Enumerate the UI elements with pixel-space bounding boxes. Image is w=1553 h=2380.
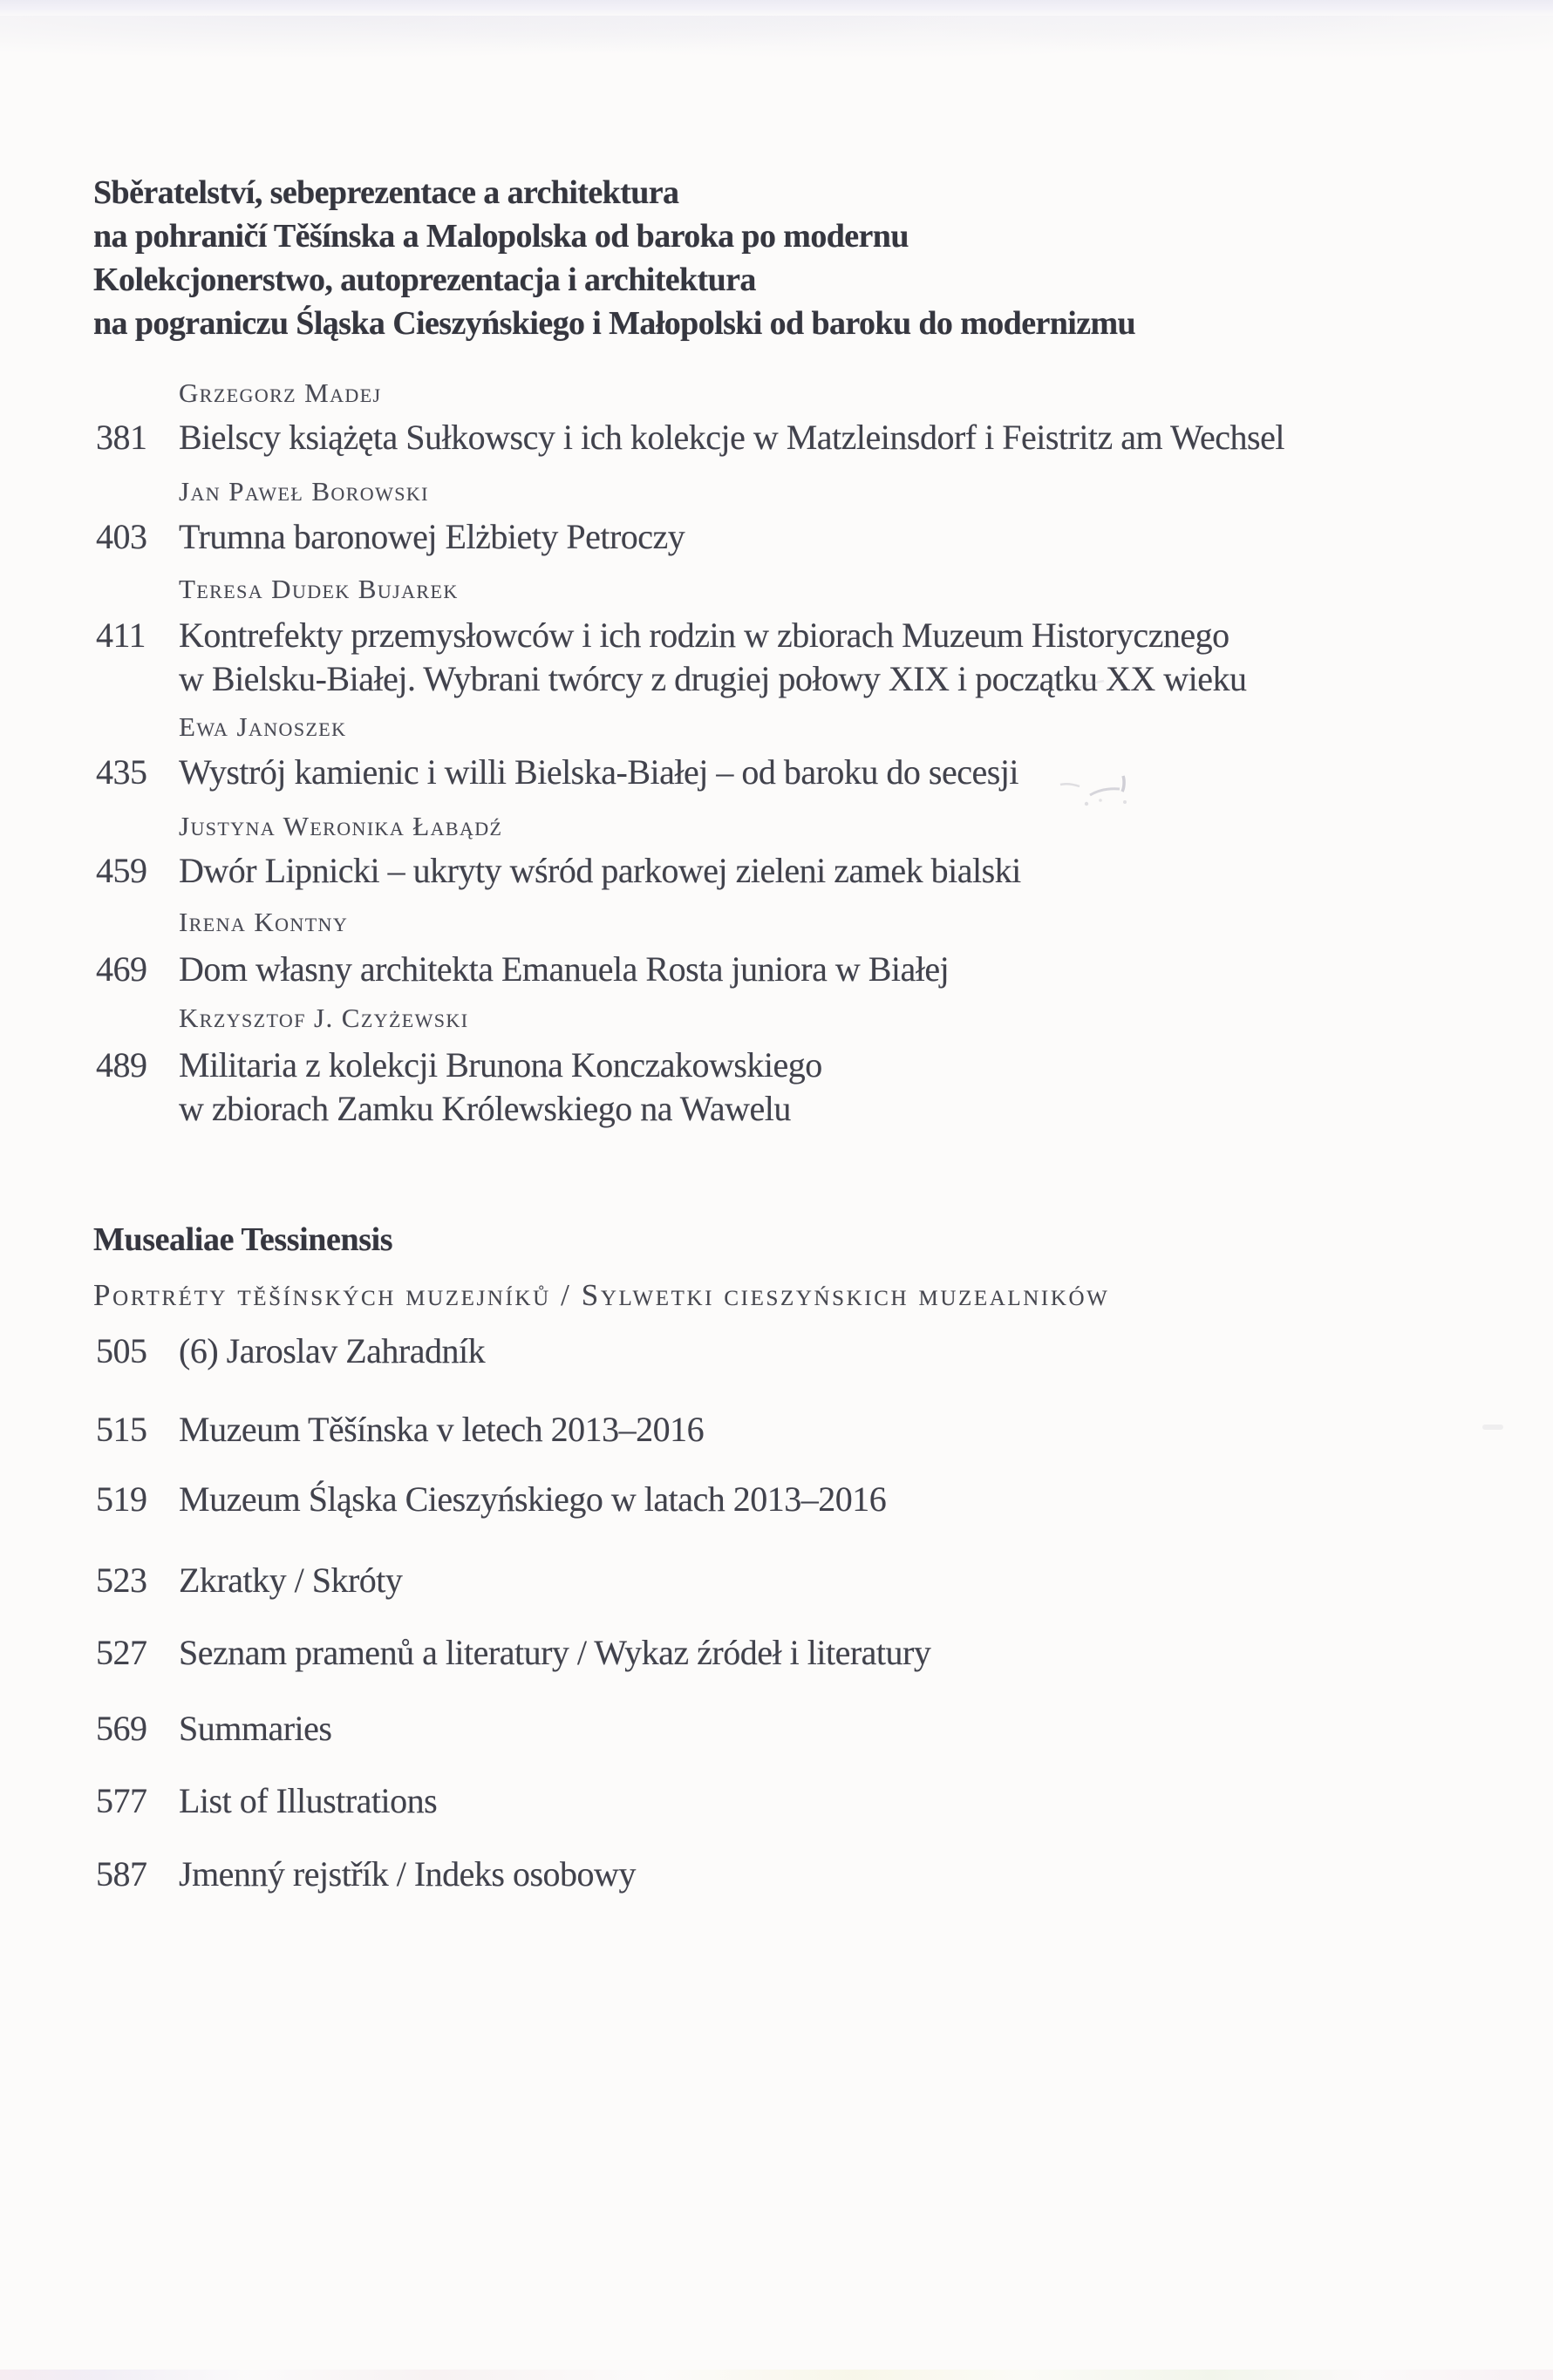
toc-entry-title: Kontrefekty przemysłowców i ich rodzin w zbiorach Muzeum Historycznego bbox=[179, 615, 1229, 655]
toc-author: Justyna Weronika Łabądź bbox=[179, 811, 503, 841]
toc-page-number: 523 bbox=[96, 1561, 147, 1600]
toc-entry bbox=[96, 1631, 930, 1675]
toc-author: Krzysztof J. Czyżewski bbox=[179, 1003, 469, 1033]
toc-entry-title: Jmenný rejstřík / Indeks osobowy bbox=[179, 1854, 636, 1894]
scan-speck bbox=[1482, 1425, 1503, 1430]
toc-page-number: 411 bbox=[96, 615, 146, 655]
toc-author: Irena Kontny bbox=[179, 907, 349, 937]
pencil-smudge bbox=[1057, 765, 1140, 813]
toc-entry bbox=[96, 1779, 437, 1823]
toc-entry-title: Wystrój kamienic i willi Bielska-Białej – od baroku do secesji bbox=[179, 752, 1019, 792]
toc-page-number: 403 bbox=[96, 517, 147, 556]
toc-entry-title: List of Illustrations bbox=[179, 1781, 438, 1820]
toc-page-number: 577 bbox=[96, 1781, 147, 1820]
toc-entry bbox=[96, 1478, 886, 1521]
toc-page-number: 381 bbox=[96, 418, 147, 457]
toc-entry-title: Trumna baronowej Elżbiety Petroczy bbox=[179, 517, 685, 556]
toc-entry bbox=[96, 1329, 485, 1373]
toc-author: Ewa Janoszek bbox=[179, 711, 347, 742]
toc-entry bbox=[96, 614, 1247, 701]
toc-entry-title: Bielscy książęta Sułkowscy i ich kolekcje w Matzleinsdorf i Feistritz am Wechsel bbox=[179, 418, 1284, 457]
toc-entry-title: Dwór Lipnicki – ukryty wśród parkowej zieleni zamek bialski bbox=[179, 851, 1021, 890]
toc-entry-title: Militaria z kolekcji Brunona Konczakowskiego bbox=[179, 1045, 822, 1085]
toc-author: Teresa Dudek Bujarek bbox=[179, 574, 459, 604]
toc-page-number: 569 bbox=[96, 1709, 147, 1748]
toc-entry-title: Zkratky / Skróty bbox=[179, 1561, 403, 1600]
toc-author: Grzegorz Madej bbox=[179, 377, 382, 408]
toc-entry bbox=[96, 1559, 402, 1602]
toc-entry-title: Muzeum Śląska Cieszyńskiego w latach 2013–2016 bbox=[179, 1479, 887, 1519]
toc-entry-title: (6) Jaroslav Zahradník bbox=[179, 1331, 486, 1370]
toc-entry bbox=[96, 1707, 331, 1751]
section-title: Musealiae Tessinensis bbox=[93, 1221, 393, 1258]
toc-page-number: 459 bbox=[96, 851, 147, 890]
scan-haze-top bbox=[0, 16, 1553, 77]
toc-entry bbox=[96, 751, 1018, 794]
toc-header-line: Sběratelství, sebeprezentace a architektura bbox=[93, 174, 679, 211]
toc-entry bbox=[96, 1044, 822, 1131]
scan-edge-bottom bbox=[0, 2370, 1553, 2380]
toc-header bbox=[93, 171, 1454, 345]
toc-entry-title: Summaries bbox=[179, 1709, 332, 1748]
toc-entry bbox=[96, 416, 1284, 459]
toc-entry bbox=[96, 948, 949, 991]
toc-page-number: 435 bbox=[96, 752, 147, 792]
toc-header-line: na pograniczu Śląska Cieszyńskiego i Małopolski od baroku do modernizmu bbox=[93, 305, 1136, 342]
toc-entry-title: Muzeum Těšínska v letech 2013–2016 bbox=[179, 1410, 705, 1449]
toc-entry-title: w Bielsku-Białej. Wybrani twórcy z drugiej połowy XIX i początku XX wieku bbox=[179, 659, 1247, 698]
toc-page-number: 505 bbox=[96, 1331, 147, 1370]
toc-page-number: 519 bbox=[96, 1479, 147, 1519]
toc-author: Jan Paweł Borowski bbox=[179, 476, 429, 507]
toc-entry-title: w zbiorach Zamku Królewskiego na Wawelu bbox=[179, 1089, 791, 1128]
toc-page-number: 587 bbox=[96, 1854, 147, 1894]
toc-entry bbox=[96, 1853, 636, 1896]
toc-page-number: 489 bbox=[96, 1045, 147, 1085]
toc-page-number: 527 bbox=[96, 1633, 147, 1672]
toc-header-line: Kolekcjonerstwo, autoprezentacja i architektura bbox=[93, 262, 756, 298]
toc-page-number: 469 bbox=[96, 949, 147, 989]
toc-entry bbox=[96, 1408, 704, 1452]
toc-header-line: na pohraničí Těšínska a Malopolska od baroka po modernu bbox=[93, 218, 909, 255]
toc-page-number: 515 bbox=[96, 1410, 147, 1449]
toc-entry-title: Seznam pramenů a literatury / Wykaz źródeł i literatury bbox=[179, 1633, 931, 1672]
section-subtitle: Portréty těšínských muzejníků / Sylwetki cieszyńskich muzealników bbox=[93, 1278, 1110, 1312]
toc-entry bbox=[96, 515, 685, 559]
toc-entry-title: Dom własny architekta Emanuela Rosta juniora w Białej bbox=[179, 949, 950, 989]
scan-edge-top bbox=[0, 0, 1553, 17]
toc-entry bbox=[96, 849, 1021, 893]
